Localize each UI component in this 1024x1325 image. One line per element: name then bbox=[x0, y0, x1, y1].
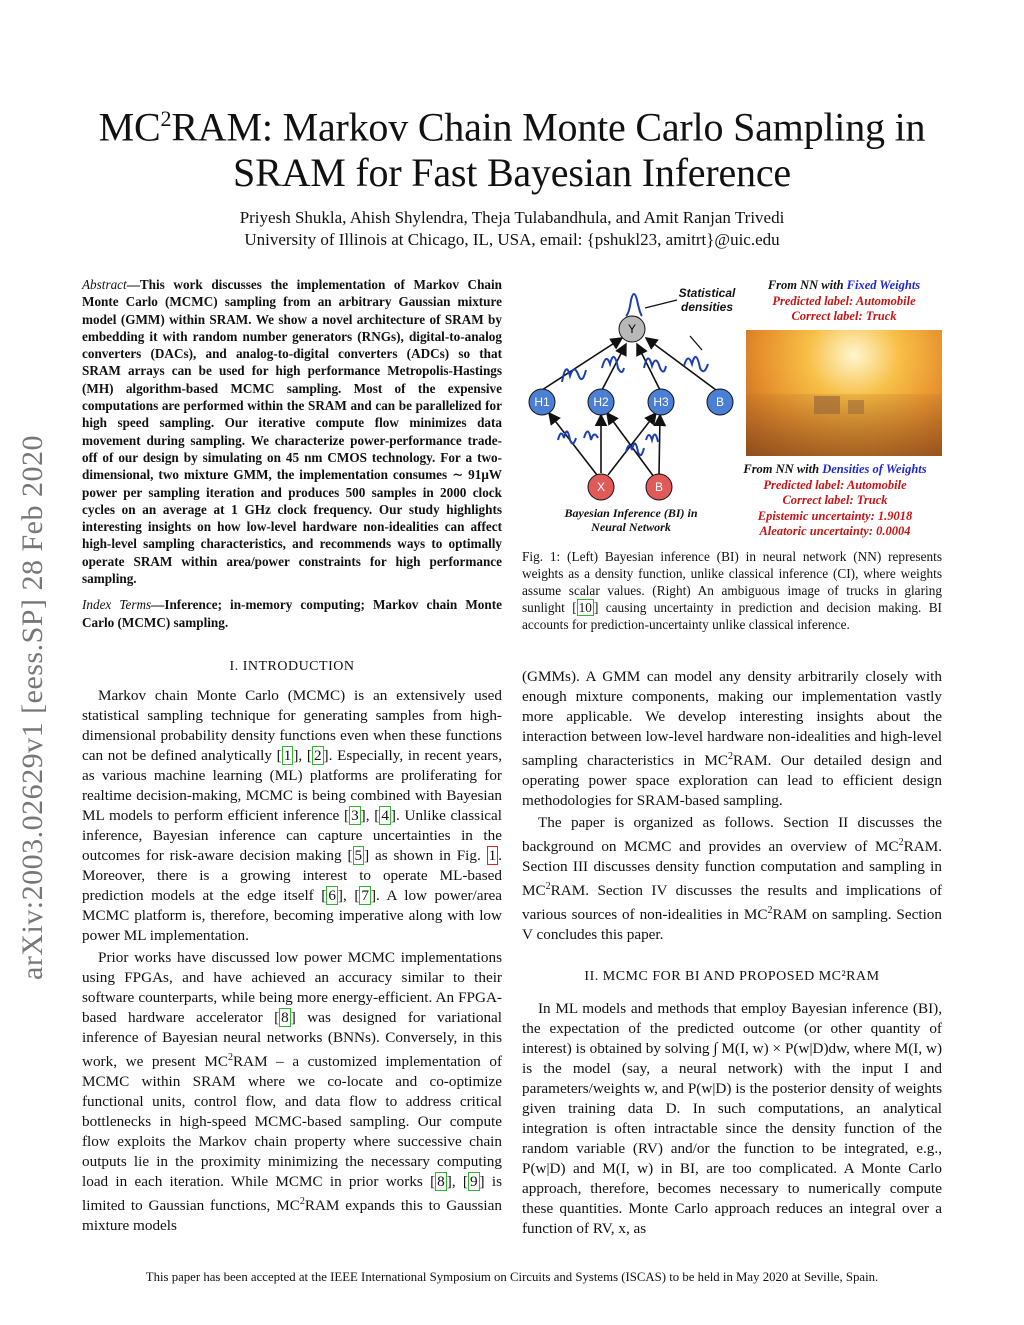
paper-title: $MC^2RAM$: Markov Chain Monte Carlo Sampling in SRAM for Fast Bayesian Inference bbox=[98, 104, 926, 196]
citation-link[interactable]: 9 bbox=[469, 1173, 478, 1190]
citation-link[interactable]: 6 bbox=[328, 886, 336, 904]
svg-text:H3: H3 bbox=[653, 395, 669, 409]
figure-ref-link[interactable]: 1 bbox=[488, 846, 497, 864]
intro-paragraph-1: Markov chain Monte Carlo (MCMC) is an extensively used statistical sampling technique for generating samples from high-dimensional probability density functions even when these functions can not be defined analytically [ 1 ], [ 2 ]. Especially, in recent years, as various machine learning (ML) platforms are proliferating for realtime decision-making, MCMC is being combined with Bayesian ML models to perform efficient inference [ 3 ], [ 4 ]. Unlike classical inference, Bayesian inference can capture uncertainties in the outcomes for risk-aware decision making [ 5 ] as shown in Fig. 1 . Moreover, there is a growing interest to operate ML-based prediction models at the edge itself [ 6 ], [ 7 ]. A low power/area MCMC platform is, therefore, becoming imperative along with low power ML implementation. bbox=[82, 686, 503, 944]
density-weights-labels: From NN with Densities of Weights Predicted label: Automobile Correct label: Truck Epistemic uncertainty: 1.9018 Aleatoric uncertainty: 0.0004 bbox=[743, 462, 927, 538]
index-terms: Index Terms—Inference; in-memory computing; Markov chain Monte Carlo (MCMC) sampling. bbox=[82, 597, 502, 630]
citation-link[interactable]: 10 bbox=[578, 600, 592, 615]
node-h1 bbox=[529, 389, 555, 415]
bi-label: Bayesian Inference (BI) in Neural Network bbox=[564, 506, 698, 534]
right-paragraph-1: (GMMs). A GMM can model any density arbitrarily closely with enough mixture components, making our implementation vastly more applicable. We develop interesting insights about the interaction between low-level hardware non-idealities and high-level sampling characteristics in $MC^2RAM$. Our detailed design and operating power space exploration can lead to efficient design methodologies for SRAM-based sampling. bbox=[522, 668, 942, 810]
figure-1 bbox=[522, 272, 952, 542]
right-paragraph-3: In ML models and methods that employ Bayesian inference (BI), the expectation of the predicted outcome (or other quantity of interest) is obtained by solving ∫ M(I, w) × P(w|D)dw, where M(I, w) is the model (say, a neural network) with the input I and parameters/weights w, and P(w|D) is the posterior density of weights given training data D. In such computations, an analytical integration is often intractable since the density function of the random variable (RV) and/or the function to be integrated, e.g., P(w|D) and M(I, w) in BI, are too complicated. A Monte Carlo approach, therefore, becomes necessary to numerically compute these quantities. Monte Carlo approach reduces an integral over a function of RV, x, as bbox=[522, 1000, 942, 1238]
node-x bbox=[588, 474, 614, 500]
citation-link[interactable]: 1 bbox=[283, 746, 292, 764]
fixed-weights-labels: From NN with Fixed Weights Predicted label: Automobile Correct label: Truck bbox=[767, 278, 921, 323]
authors: Priyesh Shukla, Ahish Shylendra, Theja Tulabandhula, and Amit Ranjan Trivedi bbox=[239, 208, 785, 227]
citation-link[interactable]: 8 bbox=[281, 1008, 289, 1026]
svg-text:X: X bbox=[596, 480, 606, 494]
section-1-title: I. INTRODUCTION bbox=[229, 658, 355, 674]
svg-text:B: B bbox=[654, 480, 664, 494]
truck-photo bbox=[746, 330, 942, 456]
abstract: Abstract—This work discusses the implementation of Markov Chain Monte Carlo (MCMC) sampling from an arbitrary Gaussian mixture model (GMM) within SRAM. We show a novel architecture of SRAM by embedding it with random number generators (RNGs), digital-to-analog converters (DACs), and analog-to-digital converters (ADCs) so that SRAM arrays can be used for high performance Metropolis-Hastings (MH) algorithm-based MCMC sampling. Most of the expensive computations are performed within the SRAM and can be parallelized for high speed sampling. Our iterative compute flow minimizes data movement during sampling. We characterize power-performance trade-off of our design by simulating on 45 nm CMOS technology. For a two-dimensional, two mixture GMM, the implementation consumes ∼ 91μW power per sampling iteration and produces 500 samples in 2000 clock cycles on an average at 1 GHz clock frequency. Our study highlights interesting insights on how low-level hardware non-idealities can affect high-level sampling characteristics, and recommends ways to optimally operate SRAM within area/power constraints for high performance sampling. bbox=[82, 277, 502, 587]
affiliation: University of Illinois at Chicago, IL, USA, email: {pshukl23, amitrt}@uic.edu bbox=[244, 230, 780, 249]
truck-shape bbox=[814, 396, 840, 414]
node-bias-hidden bbox=[707, 389, 733, 415]
section-2-title: II. MCMC FOR BI AND PROPOSED MC²RAM bbox=[584, 969, 880, 985]
citation-link[interactable]: 2 bbox=[313, 746, 322, 764]
citation-link[interactable]: 4 bbox=[381, 806, 389, 824]
right-paragraph-2: The paper is organized as follows. Section II discusses the background on MCMC and provides an overview of $MC^2RAM$. Section III discusses density function computation and sampling in $MC^2RAM$. Section IV discusses the results and implications of various sources of non-idealities in $MC^2RAM$ on sampling. Section V concludes this paper. bbox=[522, 814, 942, 944]
left-column bbox=[82, 276, 502, 1236]
svg-text:H2: H2 bbox=[593, 395, 609, 409]
node-h3 bbox=[648, 389, 674, 415]
citation-link[interactable]: 3 bbox=[351, 806, 359, 824]
node-y bbox=[619, 316, 645, 342]
footer-note: This paper has been accepted at the IEEE International Symposium on Circuits and Systems (ISCAS) to be held in May 2020 at Seville, Spain. bbox=[145, 1270, 879, 1284]
node-h2 bbox=[588, 389, 614, 415]
svg-text:B: B bbox=[715, 395, 725, 409]
citation-link[interactable]: 7 bbox=[361, 886, 369, 904]
svg-text:Y: Y bbox=[627, 322, 637, 336]
right-column bbox=[522, 667, 942, 1239]
node-bias-input bbox=[646, 474, 672, 500]
citation-link[interactable]: 5 bbox=[354, 846, 363, 864]
arxiv-stamp: arXiv:2003.02629v1 [eess.SP] 28 Feb 2020 bbox=[16, 435, 49, 980]
svg-text:H1: H1 bbox=[534, 395, 550, 409]
intro-paragraph-2: Prior works have discussed low power MCMC implementations using FPGAs, and have achieved an accuracy similar to their software counterparts, while being more energy-efficient. An FPGA-based hardware accelerator [ 8 ] was designed for variational inference of Bayesian neural networks (BNNs). Conversely, in this work, we present $MC^2RAM$ – a customized implementation of MCMC within SRAM where we co-locate and co-optimize functional units, control flow, and data flow to address critical bottlenecks in high-speed MCMC-based sampling. Our compute flow exploits the Markov chain property where successive chain outputs lie in the proximity minimizing the necessary computing load in each iteration. While MCMC in prior works [ 8 ], [ 9 ] is limited to Gaussian functions, $MC^2RAM$ expands this to Gaussian mixture models bbox=[82, 948, 503, 1235]
author-block bbox=[60, 207, 964, 251]
statistical-densities-label: Statistical densities bbox=[678, 286, 736, 314]
figure-1-caption: Fig. 1: (Left) Bayesian inference (BI) in neural network (NN) represents weights as a density function, unlike classical inference (CI), where weights assume scalar values. (Right) An ambiguous image of trucks in glaring sunlight [ 10 ] causing uncertainty in prediction and decision making. BI accounts for prediction-uncertainty unlike classical inference. bbox=[522, 549, 942, 632]
citation-link[interactable]: 8 bbox=[437, 1173, 445, 1190]
